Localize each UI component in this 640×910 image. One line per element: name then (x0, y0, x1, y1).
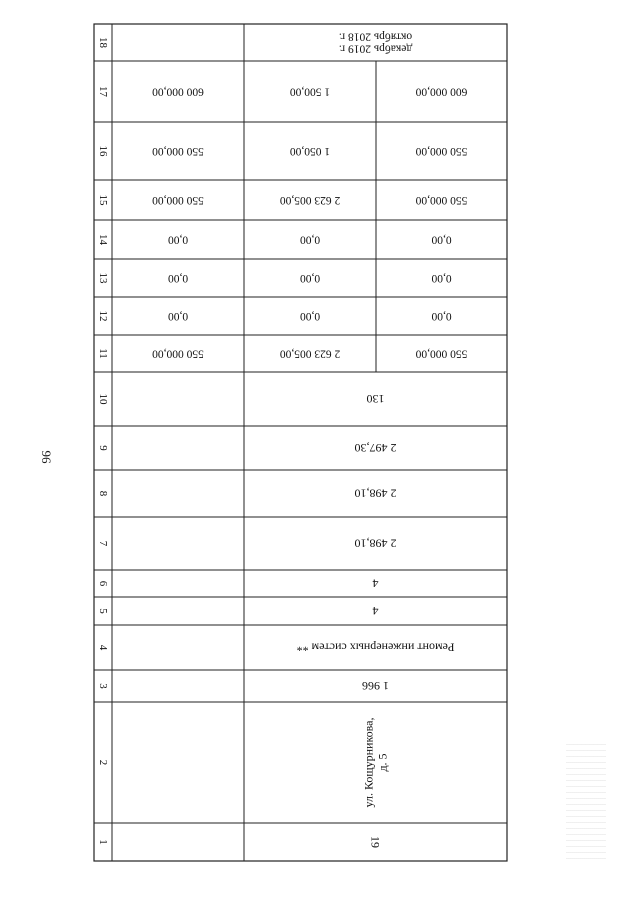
merged-cell: 2 498,10 (354, 486, 397, 501)
column-number: 15 (97, 194, 109, 206)
column-number: 1 (97, 839, 109, 845)
table-cell-row1: 0,00 (167, 272, 189, 284)
merged-cell-line: октябрь 2018 г. (338, 30, 413, 43)
table-cell-row2: 1 500,00 (289, 85, 331, 98)
column-number: 3 (97, 683, 109, 689)
scan-artifact (566, 744, 606, 860)
table-cell-row1: 550 000,00 (152, 194, 204, 206)
column-number: 7 (97, 540, 109, 547)
merged-cell: 1 966 (362, 679, 389, 693)
column-number: 14 (97, 234, 109, 245)
column-number: 8 (97, 490, 109, 497)
column-number: 12 (97, 310, 109, 322)
merged-cell: 130 (366, 392, 385, 406)
table-cell-row1: 0,00 (167, 233, 189, 246)
page-number: 96 (39, 450, 54, 464)
merged-cell: 4 (372, 604, 379, 618)
column-number: 11 (97, 348, 109, 359)
table-cell-row3: 0,00 (431, 310, 452, 322)
table-cell-row1: 550 000,00 (152, 145, 204, 157)
merged-cell-line: декабрь 2019 г. (338, 42, 413, 55)
merged-cell-line: д. 5 (375, 753, 390, 772)
column-number: 2 (97, 759, 109, 766)
column-number: 6 (97, 580, 109, 587)
column-number: 16 (97, 145, 109, 157)
column-number: 5 (97, 608, 109, 614)
merged-cell: 2 497,30 (354, 441, 397, 455)
table-cell-row2: 2 623 005,00 (279, 194, 341, 206)
table-cell-row2: 0,00 (299, 272, 321, 284)
table-cell-row3: 550 000,00 (415, 194, 468, 206)
table-cell-row1: 0,00 (167, 310, 189, 322)
table-cell-row2: 2 623 005,00 (279, 347, 341, 360)
table-cell-row3: 600 000,00 (415, 85, 468, 98)
merged-cell: Ремонт инженерных систем ** (296, 640, 455, 655)
table-cell-row1: 600 000,00 (152, 85, 204, 98)
table-cell-row2: 1 050,00 (289, 145, 331, 157)
column-number: 18 (97, 37, 109, 48)
table-cell-row3: 550 000,00 (415, 347, 468, 360)
table-cell-row1: 550 000,00 (152, 347, 204, 360)
column-number: 13 (97, 272, 109, 284)
table-cell-row2: 0,00 (299, 310, 321, 322)
column-number: 9 (97, 445, 109, 451)
table-cell-row3: 0,00 (431, 233, 452, 246)
merged-cell: 4 (372, 576, 379, 591)
table-cell-row2: 0,00 (299, 233, 321, 246)
merged-cell: 2 498,10 (354, 536, 397, 551)
column-number: 10 (97, 393, 109, 405)
table-cell-row3: 0,00 (431, 272, 452, 284)
column-number: 17 (97, 86, 109, 97)
merged-cell-line: ул. Кощурникова, (361, 717, 376, 808)
table-cell-row3: 550 000,00 (415, 145, 468, 157)
column-number: 4 (97, 644, 109, 651)
merged-cell: 19 (368, 836, 383, 848)
